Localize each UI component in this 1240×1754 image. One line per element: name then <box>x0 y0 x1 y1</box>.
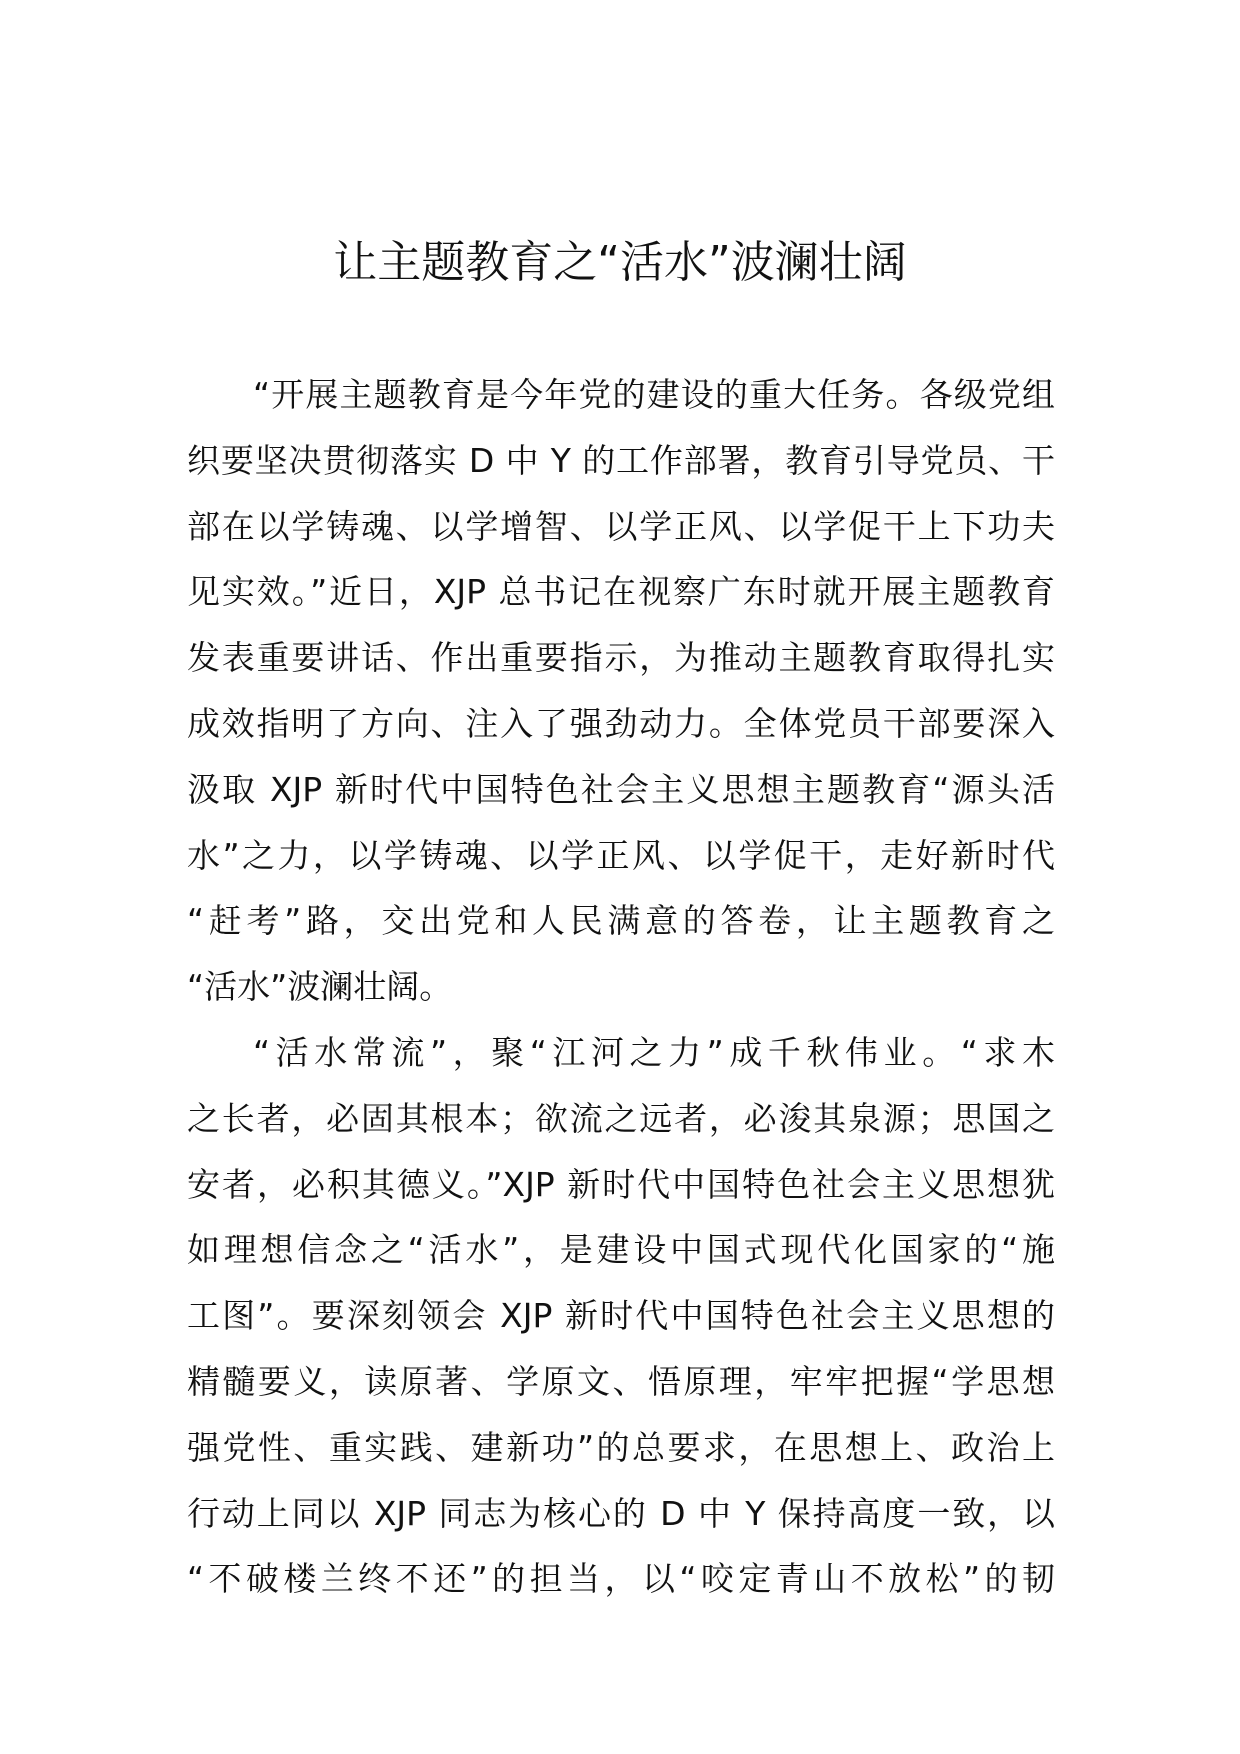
paragraph-line: 工图”。要深刻领会 XJP 新时代中国特色社会主义思想的 <box>187 1296 1055 1336</box>
paragraph-1 <box>187 362 1055 1020</box>
document-body <box>187 362 1055 1612</box>
paragraph-2 <box>187 1020 1055 1612</box>
paragraph-line: 汲取 XJP 新时代中国特色社会主义思想主题教育“源头活 <box>187 769 1055 809</box>
paragraph-line: 安者，必积其德义。”XJP 新时代中国特色社会主义思想犹 <box>187 1164 1055 1204</box>
paragraph-line: 发表重要讲话、作出重要指示，为推动主题教育取得扎实 <box>187 638 1055 678</box>
paragraph-line: 之长者，必固其根本；欲流之远者，必浚其泉源；思国之 <box>187 1098 1055 1138</box>
paragraph-line: 见实效。”近日，XJP 总书记在视察广东时就开展主题教育 <box>187 572 1055 612</box>
paragraph-line: “赶考”路，交出党和人民满意的答卷，让主题教育之 <box>187 901 1055 941</box>
paragraph-line: 行动上同以 XJP 同志为核心的 D 中 Y 保持高度一致，以 <box>187 1493 1055 1533</box>
paragraph-line: 如理想信念之“活水”，是建设中国式现代化国家的“施 <box>187 1230 1055 1270</box>
document-title: 让主题教育之“活水”波澜壮阔 <box>333 237 907 288</box>
paragraph-line: “不破楼兰终不还”的担当，以“咬定青山不放松”的韧 <box>187 1559 1055 1599</box>
paragraph-line: 水”之力，以学铸魂、以学正风、以学促干，走好新时代 <box>187 835 1055 875</box>
paragraph-line: “开展主题教育是今年党的建设的重大任务。各级党组 <box>253 375 1055 414</box>
paragraph-line: 成效指明了方向、注入了强劲动力。全体党员干部要深入 <box>187 703 1055 743</box>
paragraph-line: 织要坚决贯彻落实 D 中 Y 的工作部署，教育引导党员、干 <box>187 440 1055 480</box>
paragraph-line: “活水”波澜壮阔。 <box>187 967 453 1007</box>
paragraph-line: 部在以学铸魂、以学增智、以学正风、以学促干上下功夫 <box>187 506 1055 546</box>
paragraph-line: 强党性、重实践、建新功”的总要求，在思想上、政治上 <box>187 1427 1055 1467</box>
paragraph-line: 精髓要义，读原著、学原文、悟原理，牢牢把握“学思想 <box>187 1361 1055 1401</box>
paragraph-line: “活水常流”，聚“江河之力”成千秋伟业。“求木 <box>253 1032 1055 1072</box>
